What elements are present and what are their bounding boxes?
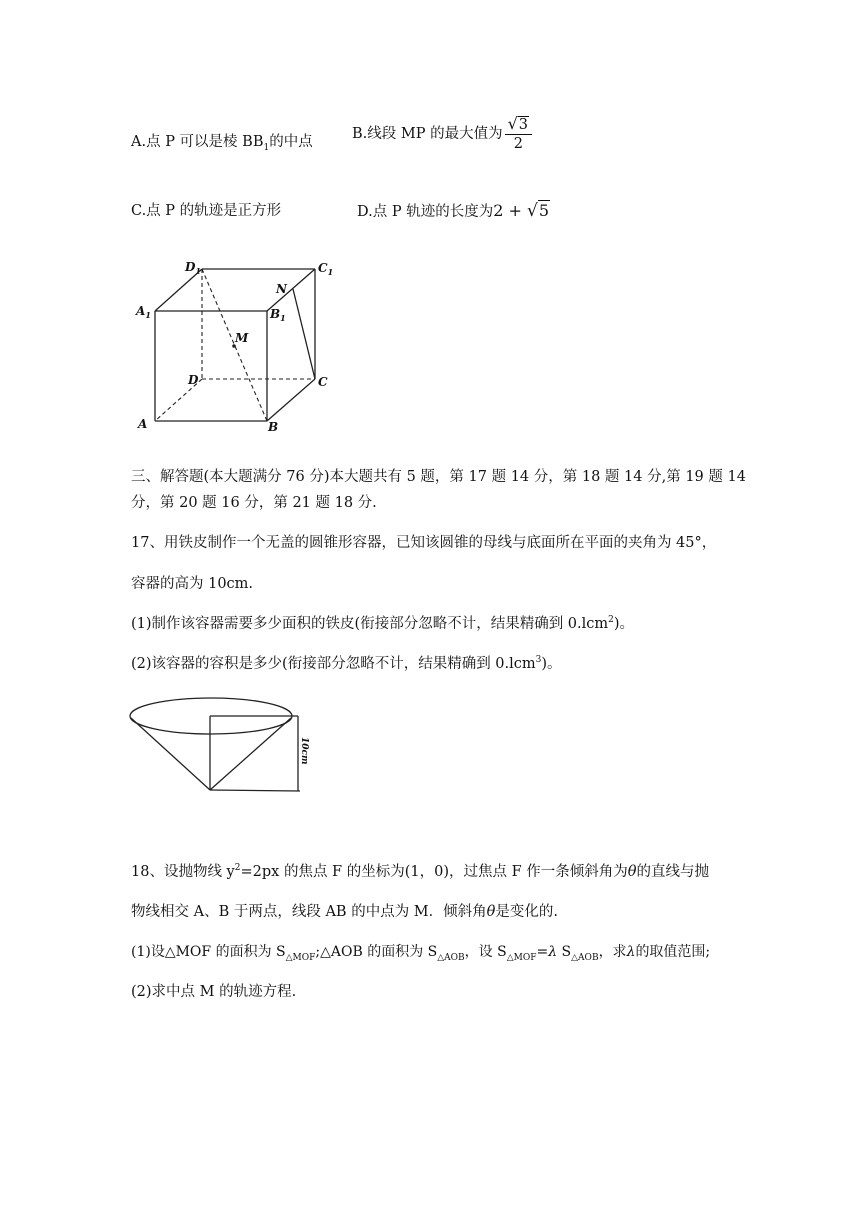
q18-line2: 物线相交 A、B 于两点，线段 AB 的中点为 M．倾斜角θ是变化的. bbox=[131, 904, 558, 920]
q18-part1: (1)设△MOF 的面积为 $S_{\triangle MOF};\triangle AOB$ 的面积为 $S_{\triangle AOB}$，设 $S_{\triangle MOF}=\lambda$ $S_{\triangle AOB}$，求λ的取值范围; bbox=[131, 944, 711, 963]
segment-nc bbox=[293, 289, 315, 379]
label-n: N bbox=[276, 282, 287, 296]
q18-line1: 18、设抛物线 $y^2=2px$ 的焦点 F 的坐标为(1，0)，过焦点 F 作一条倾斜角为θ的直线与抛 bbox=[131, 863, 709, 880]
label-c1: $C_1$ bbox=[318, 261, 334, 277]
label-m: M bbox=[235, 331, 249, 345]
option-a: A.点 P 可以是棱 $BB_1$的中点 bbox=[131, 134, 313, 153]
edge-c1b1 bbox=[267, 269, 315, 311]
q17-line1: 17、用铁皮制作一个无盖的圆锥形容器，已知该圆锥的母线与底面所在平面的夹角为 45°， bbox=[131, 535, 717, 551]
section3-line2: 分，第 20 题 16 分，第 21 题 18 分. bbox=[131, 495, 377, 511]
label-d1: $D_1$ bbox=[185, 260, 201, 276]
cube-diagram bbox=[130, 255, 350, 440]
label-c: C bbox=[318, 375, 328, 389]
cone-right-generatrix bbox=[210, 718, 291, 790]
q17-part2: (2)该容器的容积是多少(衔接部分忽略不计，结果精确到 0.lcm$^3$)。 bbox=[131, 655, 562, 672]
label-d: D bbox=[188, 373, 199, 387]
label-a1: $A_1$ bbox=[136, 304, 151, 320]
cone-height-label: 10cm bbox=[299, 737, 309, 765]
edge-cb bbox=[267, 379, 315, 421]
q18-part2: (2)求中点 M 的轨迹方程. bbox=[131, 984, 297, 1000]
q17-part1: (1)制作该容器需要多少面积的铁皮(衔接部分忽略不计，结果精确到 0.lcm$^2$)。 bbox=[131, 615, 635, 632]
label-a: A bbox=[138, 417, 148, 431]
cone-left-generatrix bbox=[131, 718, 210, 790]
section3-line1: 三、解答题(本大题满分 76 分)本大题共有 5 题，第 17 题 14 分，第 18 题 14 分,第 19 题 14 bbox=[131, 469, 746, 485]
cone-bottom-tick bbox=[210, 790, 300, 791]
cone-diagram bbox=[125, 692, 325, 807]
option-c: C.点 P 的轨迹是正方形 bbox=[131, 203, 282, 219]
label-b: B bbox=[268, 420, 279, 434]
option-b: B.线段 MP 的最大值为 $\frac{√3}{2}$ bbox=[352, 115, 532, 153]
label-b1: $B_1$ bbox=[270, 307, 286, 323]
option-d: D.点 P 轨迹的长度为2 + √5 bbox=[357, 201, 549, 221]
q17-line2: 容器的高为 10cm. bbox=[131, 576, 254, 592]
fraction-sqrt3-over-2: $\frac{√3}{2}$ bbox=[505, 115, 532, 153]
